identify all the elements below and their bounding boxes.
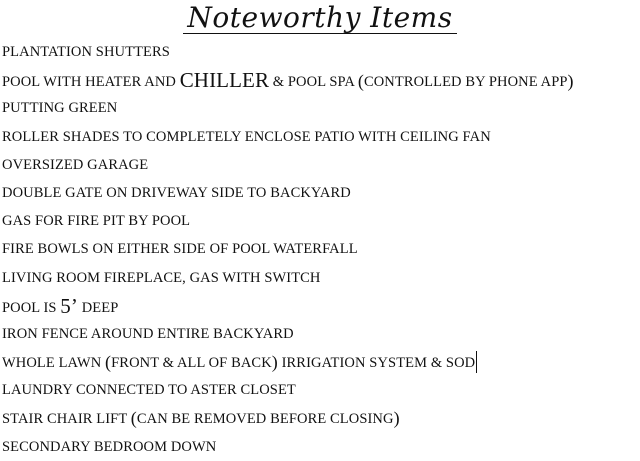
list-item bbox=[2, 348, 638, 376]
list-item-text: IRRIGATION SYSTEM & SOD bbox=[277, 355, 476, 372]
list-item-text: LIVING ROOM FIREPLACE, GAS WITH SWITCH bbox=[2, 269, 321, 286]
list-item bbox=[2, 207, 638, 235]
close-paren: ) bbox=[393, 408, 400, 429]
list-item bbox=[2, 292, 638, 320]
list-item bbox=[2, 404, 638, 432]
page-title bbox=[0, 2, 640, 34]
list-item-emphasis: 5’ bbox=[60, 293, 78, 318]
list-item bbox=[2, 94, 638, 122]
list-item-text: PUTTING GREEN bbox=[2, 100, 118, 117]
list-item bbox=[2, 151, 638, 179]
open-paren: ( bbox=[105, 352, 112, 373]
list-item bbox=[2, 123, 638, 151]
list-item-text: GAS FOR FIRE PIT BY POOL bbox=[2, 213, 191, 230]
list-item-text: SECONDARY BEDROOM DOWN bbox=[2, 438, 217, 455]
list-item-text: ROLLER SHADES TO COMPLETELY ENCLOSE PATIO WITH CEILING FAN bbox=[2, 128, 491, 145]
list-item-text: PLANTATION SHUTTERS bbox=[2, 44, 170, 60]
list-item bbox=[2, 38, 638, 66]
list-item bbox=[2, 433, 638, 461]
close-paren: ) bbox=[271, 352, 278, 373]
list-item bbox=[2, 235, 638, 263]
list-item bbox=[2, 320, 638, 348]
list-item-paren-text: CONTROLLED BY PHONE APP bbox=[363, 74, 568, 91]
list-item-text: FIRE BOWLS ON EITHER SIDE OF POOL WATERFALL bbox=[2, 241, 358, 258]
page-title-text: Noteworthy Items bbox=[183, 3, 456, 34]
list-item-paren-text: FRONT & ALL OF BACK bbox=[111, 355, 272, 372]
list-item-text: OVERSIZED GARAGE bbox=[2, 156, 149, 173]
list-item-text: STAIR CHAIR LIFT bbox=[2, 411, 131, 428]
text-cursor bbox=[476, 351, 477, 373]
list-item-text: DEEP bbox=[77, 299, 119, 316]
list-item-text: POOL IS bbox=[2, 299, 61, 316]
list-item bbox=[2, 376, 638, 404]
list-item bbox=[2, 179, 638, 207]
list-item-emphasis: CHILLER bbox=[179, 68, 270, 93]
list-item-text: POOL WITH HEATER AND bbox=[2, 74, 180, 91]
list-item-text: WHOLE LAWN bbox=[2, 355, 106, 372]
list-item-text: DOUBLE GATE ON DRIVEWAY SIDE TO BACKYARD bbox=[2, 184, 351, 201]
list-item bbox=[2, 264, 638, 292]
list-item bbox=[2, 66, 638, 94]
open-paren: ( bbox=[130, 408, 137, 429]
close-paren: ) bbox=[567, 71, 574, 92]
list-item-paren-text: CAN BE REMOVED BEFORE CLOSING bbox=[136, 411, 394, 428]
noteworthy-items-list bbox=[2, 38, 638, 461]
list-item-text: & POOL SPA bbox=[269, 74, 358, 91]
list-item-text: LAUNDRY CONNECTED TO ASTER CLOSET bbox=[2, 382, 296, 399]
list-item-text: IRON FENCE AROUND ENTIRE BACKYARD bbox=[2, 325, 294, 342]
open-paren: ( bbox=[357, 71, 364, 92]
